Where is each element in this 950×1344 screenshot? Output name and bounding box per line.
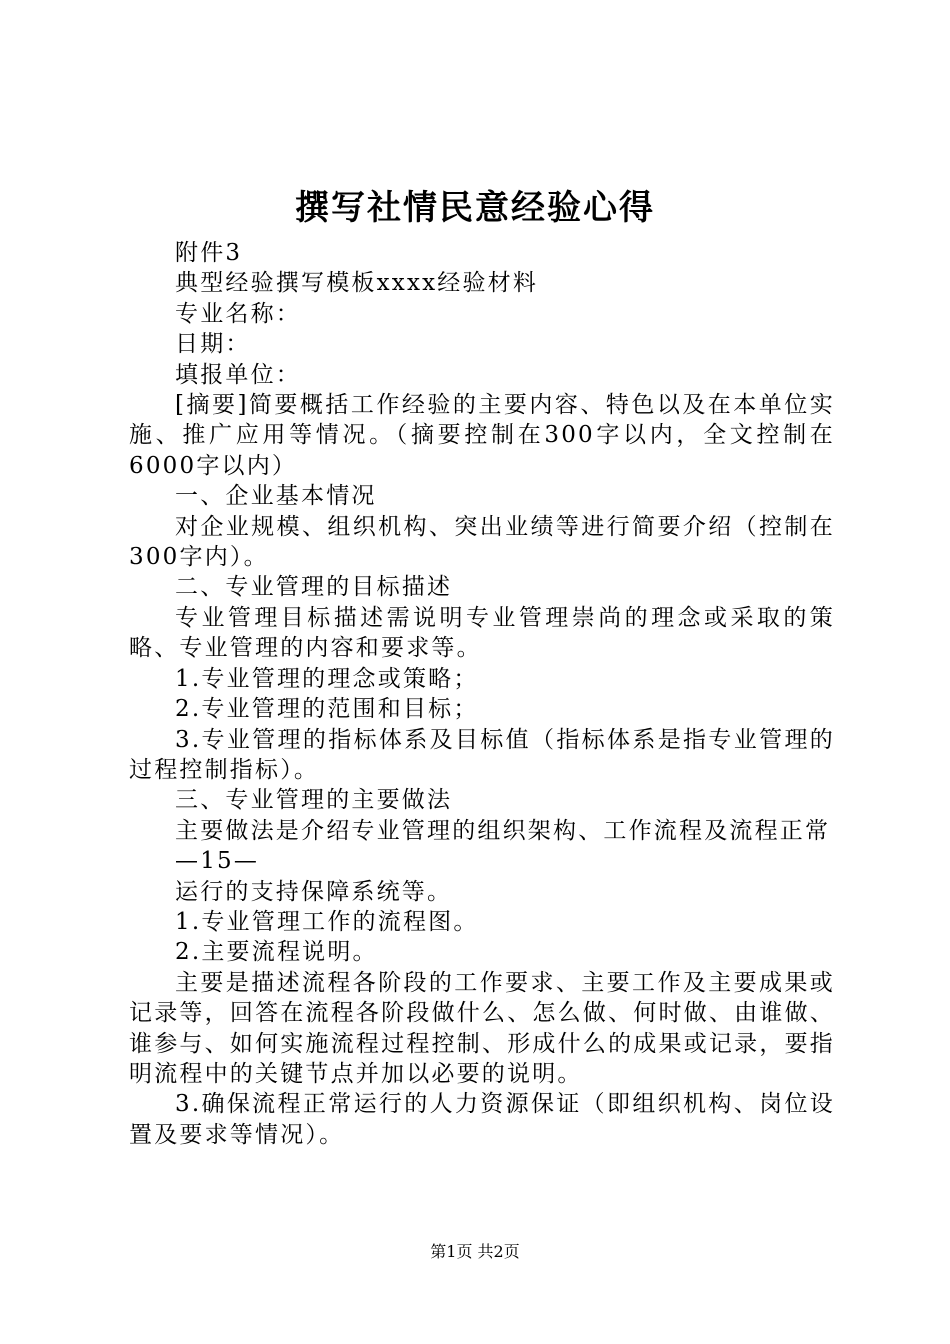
section-2-body: 专业管理目标描述需说明专业管理崇尚的理念或采取的策略、专业管理的内容和要求等。 — [129, 604, 835, 662]
section-3-item-2: 2.主要流程说明。 — [175, 939, 378, 966]
section-heading-1: 一、企业基本情况 — [175, 483, 377, 510]
section-3-item-1: 1.专业管理工作的流程图。 — [175, 908, 479, 935]
section-3-item-3: 3.确保流程正常运行的人力资源保证（即组织机构、岗位设置及要求等情况）。 — [129, 1091, 835, 1148]
field-specialty-name: 专业名称： — [175, 300, 301, 327]
attachment-label: 附件3 — [175, 240, 243, 266]
section-heading-2: 二、专业管理的目标描述 — [175, 574, 453, 601]
section-2-item-1: 1.专业管理的理念或策略； — [175, 665, 479, 692]
section-2-item-3: 3.专业管理的指标体系及目标值（指标体系是指专业管理的过程控制指标）。 — [129, 726, 835, 783]
abstract-paragraph: [摘要]简要概括工作经验的主要内容、特色以及在本单位实施、推广应用等情况。（摘要控制在300字以内，全文控制在6000字以内） — [129, 392, 835, 479]
section-1-body: 对企业规模、组织机构、突出业绩等进行简要介绍（控制在300字内）。 — [129, 513, 835, 571]
section-3-continued: 运行的支持保障系统等。 — [175, 878, 453, 905]
section-3-body: 主要做法是介绍专业管理的组织架构、工作流程及流程正常 — [175, 817, 831, 844]
section-2-item-2: 2.专业管理的范围和目标； — [175, 696, 479, 723]
inner-page-number: —15— — [175, 848, 260, 875]
document-title: 撰写社情民意经验心得 — [295, 188, 655, 228]
page-footer: 第1页 共2页 — [430, 1242, 520, 1261]
field-reporting-unit: 填报单位： — [175, 361, 301, 388]
section-heading-3: 三、专业管理的主要做法 — [175, 787, 453, 814]
template-heading: 典型经验撰写模板xxxx经验材料 — [175, 270, 539, 297]
field-date: 日期： — [175, 331, 251, 358]
section-3-item-2-body: 主要是描述流程各阶段的工作要求、主要工作及主要成果或记录等，回答在流程各阶段做什么、怎么做、何时做、由谁做、谁参与、如何实施流程过程控制、形成什么的成果或记录，要指明流程中的关键节点并加以必要的说明。 — [129, 969, 835, 1087]
document-body — [129, 238, 835, 1150]
